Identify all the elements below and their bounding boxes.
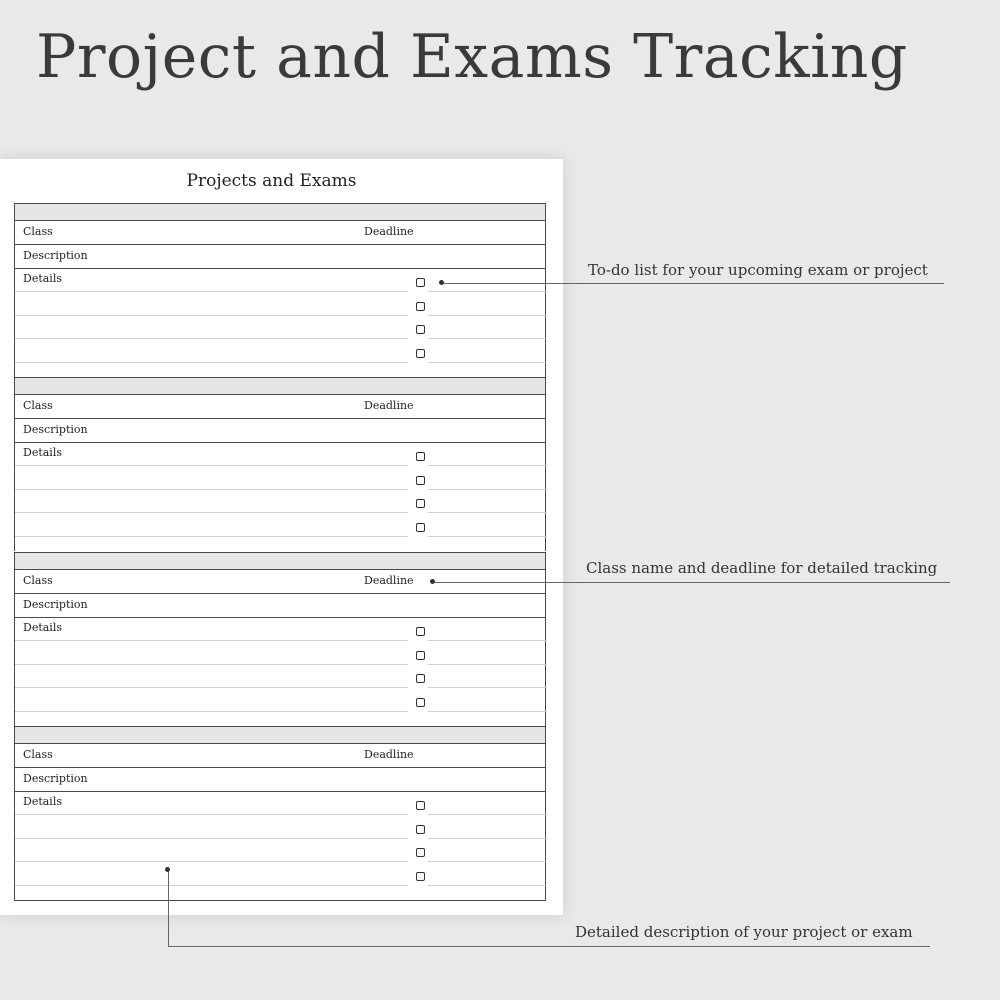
todo-checkbox[interactable]	[416, 674, 425, 683]
details-line[interactable]	[15, 640, 408, 641]
todo-line[interactable]	[428, 861, 547, 862]
description-label: Description	[23, 772, 88, 785]
todo-checkbox[interactable]	[416, 523, 425, 532]
planner-sheet	[0, 159, 563, 915]
todo-checkbox[interactable]	[416, 698, 425, 707]
row-divider	[15, 767, 545, 768]
details-line[interactable]	[15, 885, 408, 886]
deadline-label: Deadline	[364, 574, 414, 587]
todo-line[interactable]	[428, 838, 547, 839]
annotation-description: Detailed description of your project or exam	[575, 923, 913, 941]
todo-line[interactable]	[428, 885, 547, 886]
todo-checkbox[interactable]	[416, 476, 425, 485]
class-label: Class	[23, 225, 53, 238]
todo-checkbox[interactable]	[416, 848, 425, 857]
annotation-todo: To-do list for your upcoming exam or project	[588, 261, 928, 279]
todo-line[interactable]	[428, 489, 547, 490]
details-line[interactable]	[15, 861, 408, 862]
block-header-band	[15, 204, 545, 221]
details-line[interactable]	[15, 664, 408, 665]
details-label: Details	[23, 446, 62, 459]
block-header-band	[15, 727, 545, 744]
details-line[interactable]	[15, 291, 408, 292]
todo-checkbox[interactable]	[416, 825, 425, 834]
todo-checkbox[interactable]	[416, 302, 425, 311]
row-divider	[15, 418, 545, 419]
annotation-description-vline	[168, 870, 169, 946]
block-header-band	[15, 378, 545, 395]
details-line[interactable]	[15, 838, 408, 839]
row-divider	[15, 617, 545, 618]
tracker-block	[14, 552, 546, 726]
annotation-class-deadline: Class name and deadline for detailed tracking	[586, 559, 938, 577]
annotation-description-dot	[165, 867, 170, 872]
block-header-band	[15, 553, 545, 570]
details-line[interactable]	[15, 512, 408, 513]
todo-line[interactable]	[428, 512, 547, 513]
todo-line[interactable]	[428, 315, 547, 316]
todo-checkbox[interactable]	[416, 325, 425, 334]
todo-line[interactable]	[428, 711, 547, 712]
annotation-todo-dot	[439, 280, 444, 285]
annotation-todo-line	[442, 283, 944, 284]
row-divider	[15, 593, 545, 594]
description-label: Description	[23, 598, 88, 611]
todo-checkbox[interactable]	[416, 651, 425, 660]
row-divider	[15, 442, 545, 443]
details-line[interactable]	[15, 489, 408, 490]
description-label: Description	[23, 249, 88, 262]
todo-line[interactable]	[428, 687, 547, 688]
details-line[interactable]	[15, 814, 408, 815]
todo-checkbox[interactable]	[416, 499, 425, 508]
details-line[interactable]	[15, 536, 408, 537]
todo-checkbox[interactable]	[416, 452, 425, 461]
tracker-block	[14, 726, 546, 901]
todo-checkbox[interactable]	[416, 872, 425, 881]
details-label: Details	[23, 795, 62, 808]
details-label: Details	[23, 621, 62, 634]
deadline-label: Deadline	[364, 225, 414, 238]
todo-line[interactable]	[428, 362, 547, 363]
todo-checkbox[interactable]	[416, 627, 425, 636]
class-label: Class	[23, 399, 53, 412]
todo-line[interactable]	[428, 664, 547, 665]
sheet-title: Projects and Exams	[186, 171, 357, 191]
details-line[interactable]	[15, 338, 408, 339]
todo-line[interactable]	[428, 536, 547, 537]
todo-checkbox[interactable]	[416, 349, 425, 358]
row-divider	[15, 791, 545, 792]
todo-line[interactable]	[428, 640, 547, 641]
annotation-class-deadline-line	[433, 582, 950, 583]
todo-line[interactable]	[428, 338, 547, 339]
page-title: Project and Exams Tracking	[36, 22, 908, 92]
tracker-block	[14, 203, 546, 377]
details-line[interactable]	[15, 465, 408, 466]
tracker-block	[14, 377, 546, 551]
todo-checkbox[interactable]	[416, 278, 425, 287]
details-line[interactable]	[15, 315, 408, 316]
deadline-label: Deadline	[364, 748, 414, 761]
todo-line[interactable]	[428, 814, 547, 815]
row-divider	[15, 244, 545, 245]
details-line[interactable]	[15, 711, 408, 712]
details-label: Details	[23, 272, 62, 285]
todo-checkbox[interactable]	[416, 801, 425, 810]
row-divider	[15, 268, 545, 269]
annotation-class-deadline-dot	[430, 579, 435, 584]
details-line[interactable]	[15, 362, 408, 363]
details-line[interactable]	[15, 687, 408, 688]
class-label: Class	[23, 748, 53, 761]
todo-line[interactable]	[428, 465, 547, 466]
annotation-description-line	[168, 946, 930, 947]
todo-line[interactable]	[428, 291, 547, 292]
deadline-label: Deadline	[364, 399, 414, 412]
description-label: Description	[23, 423, 88, 436]
class-label: Class	[23, 574, 53, 587]
